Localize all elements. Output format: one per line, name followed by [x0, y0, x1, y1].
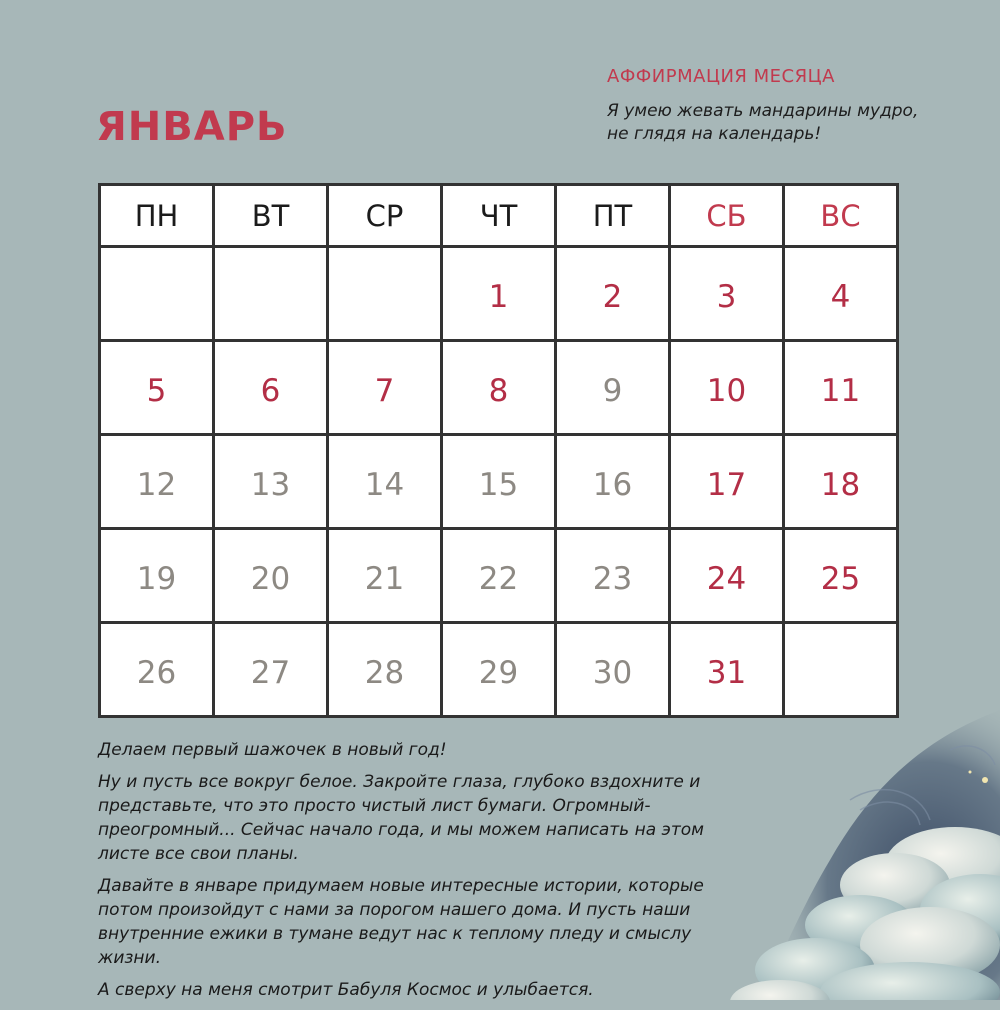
day-cell: 6: [214, 341, 328, 435]
weekday-5: ПТ: [556, 185, 670, 247]
day-cell: 31: [670, 623, 784, 717]
day-cell: 27: [214, 623, 328, 717]
weekday-4: ЧТ: [442, 185, 556, 247]
day-cell: 24: [670, 529, 784, 623]
day-cell: 29: [442, 623, 556, 717]
affirmation-text: Я умею жевать мандарины мудро, не глядя на календарь!: [607, 101, 919, 144]
day-cell: 23: [556, 529, 670, 623]
day-cell: 5: [100, 341, 214, 435]
day-cell: 15: [442, 435, 556, 529]
empty-day-cell: [214, 247, 328, 341]
calendar-weeks: [100, 247, 898, 717]
day-cell: 1: [442, 247, 556, 341]
day-cell: 3: [670, 247, 784, 341]
week-row: [100, 435, 898, 529]
weekday-3: СР: [328, 185, 442, 247]
week-row: [100, 247, 898, 341]
weekday-2: ВТ: [214, 185, 328, 247]
weekday-1: ПН: [100, 185, 214, 247]
empty-day-cell: [784, 623, 898, 717]
day-cell: 9: [556, 341, 670, 435]
day-cell: 8: [442, 341, 556, 435]
empty-day-cell: [328, 247, 442, 341]
note-paragraph: Давайте в январе придумаем новые интересные истории, которые потом произойдут с нами за порогом нашего дома. И пусть наши внутренние ежики в тумане ведут нас к теплому пледу и смыслу жизни.: [98, 876, 704, 968]
weekday-7: ВС: [784, 185, 898, 247]
weekday-header-row: [100, 185, 898, 247]
week-row: [100, 623, 898, 717]
day-cell: 14: [328, 435, 442, 529]
weekday-6: СБ: [670, 185, 784, 247]
day-cell: 10: [670, 341, 784, 435]
day-cell: 17: [670, 435, 784, 529]
week-row: [100, 341, 898, 435]
week-row: [100, 529, 898, 623]
empty-day-cell: [100, 247, 214, 341]
day-cell: 22: [442, 529, 556, 623]
day-cell: 26: [100, 623, 214, 717]
day-cell: 2: [556, 247, 670, 341]
day-cell: 18: [784, 435, 898, 529]
note-paragraph: А сверху на меня смотрит Бабуля Космос и улыбается.: [98, 980, 594, 1000]
calendar-grid: [98, 183, 899, 718]
day-cell: 25: [784, 529, 898, 623]
day-cell: 16: [556, 435, 670, 529]
affirmation-title: АФФИРМАЦИЯ МЕСЯЦА: [607, 66, 835, 87]
day-cell: 7: [328, 341, 442, 435]
day-cell: 21: [328, 529, 442, 623]
day-cell: 28: [328, 623, 442, 717]
clouds-illustration: [720, 710, 1000, 1000]
day-cell: 12: [100, 435, 214, 529]
note-paragraph: Делаем первый шажочек в новый год!: [98, 740, 447, 760]
day-cell: 20: [214, 529, 328, 623]
month-notes: [98, 738, 758, 1010]
day-cell: 19: [100, 529, 214, 623]
month-title: ЯНВАРЬ: [96, 104, 288, 150]
day-cell: 11: [784, 341, 898, 435]
day-cell: 4: [784, 247, 898, 341]
day-cell: 13: [214, 435, 328, 529]
day-cell: 30: [556, 623, 670, 717]
note-paragraph: Ну и пусть все вокруг белое. Закройте глаза, глубоко вздохните и представьте, что это просто чистый лист бумаги. Огромный-преогромный... Сейчас начало года, и мы можем написать на этом листе все свои планы.: [98, 772, 704, 864]
